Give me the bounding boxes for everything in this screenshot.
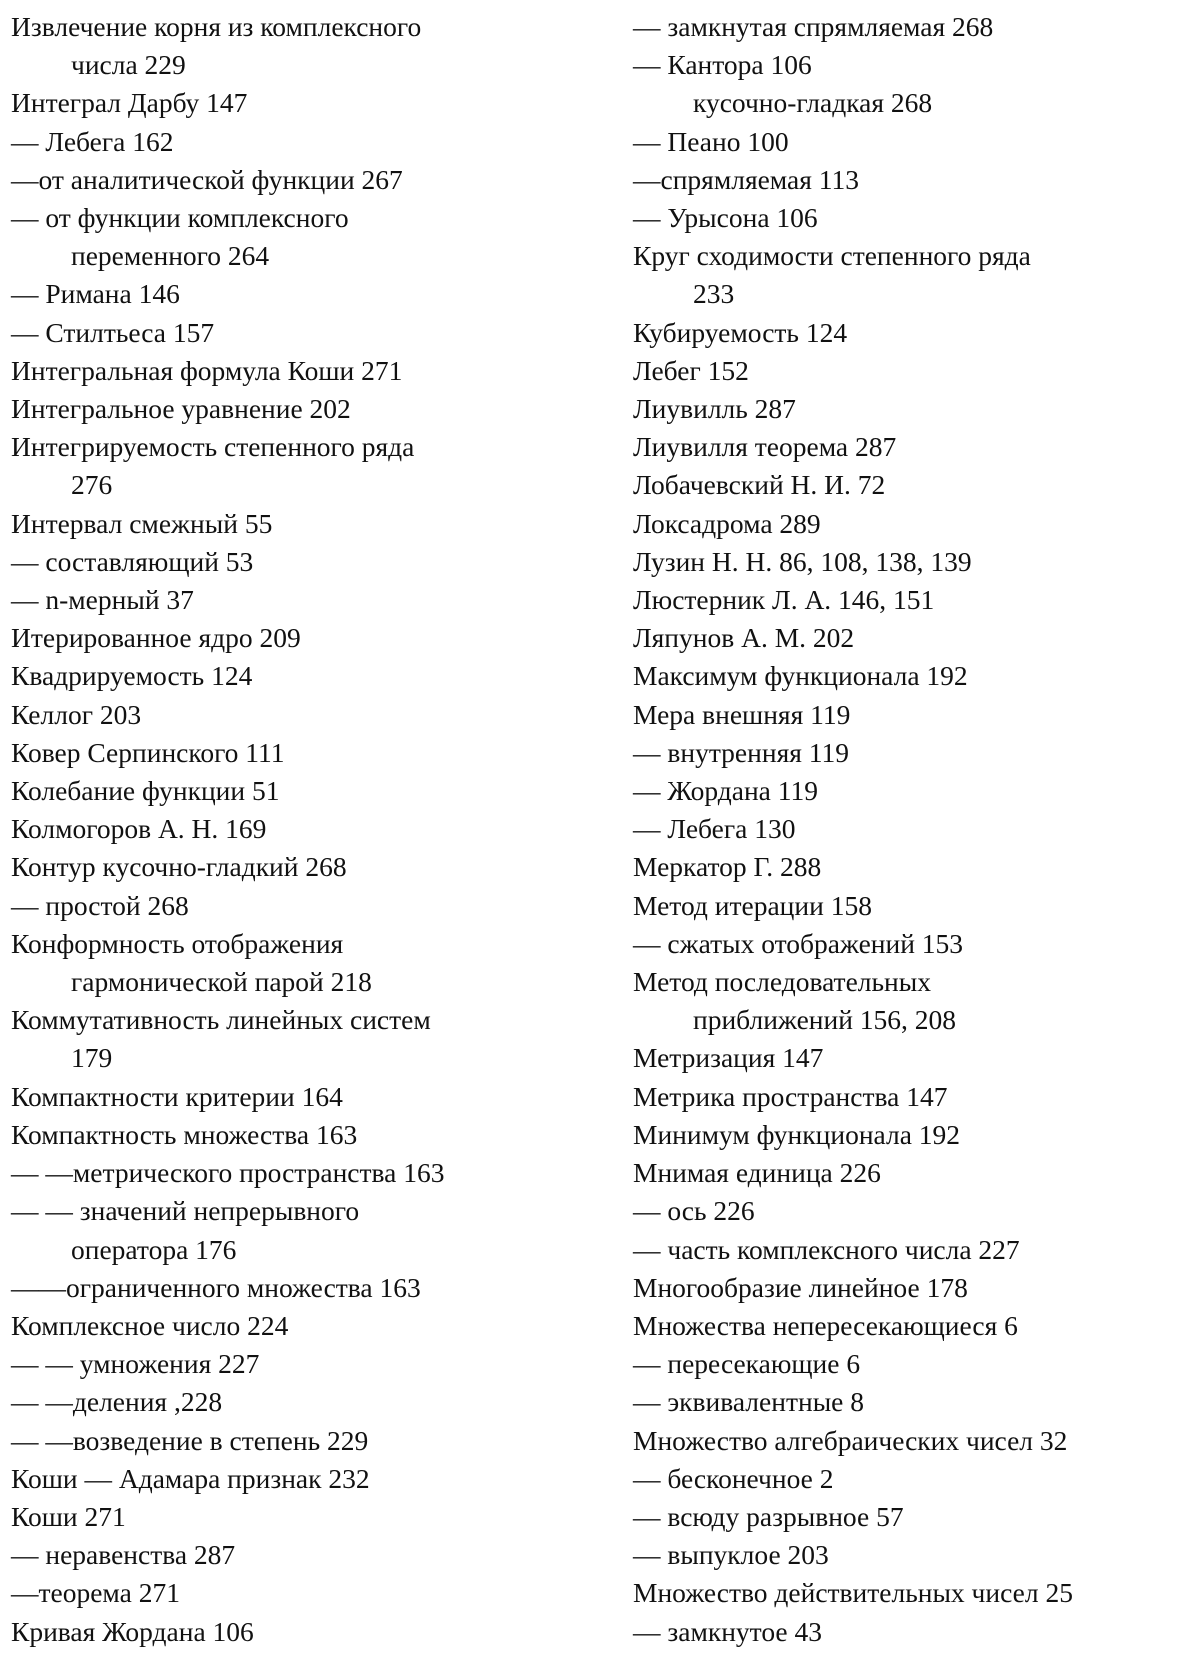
index-entry: — —возведение в степень 229 <box>11 1424 369 1456</box>
index-entry: Колебание функции 51 <box>11 775 280 807</box>
index-entry: — —деления ,228 <box>11 1386 223 1418</box>
index-entry: Мера внешняя 119 <box>633 698 851 730</box>
index-entry: Кубируемость 124 <box>633 316 848 348</box>
index-entry: — от функции комплексного <box>11 202 349 234</box>
index-entry: Кривая Жордана 106 <box>11 1615 254 1647</box>
index-entry: Люстерник Л. А. 146, 151 <box>633 584 935 616</box>
index-entry: — бесконечное 2 <box>633 1462 834 1494</box>
index-entry: —теорема 271 <box>11 1577 180 1609</box>
index-entry: Метод последовательных <box>633 966 931 998</box>
index-entry: Круг сходимости степенного ряда <box>633 240 1031 272</box>
index-entry: — Пеано 100 <box>633 125 789 157</box>
index-entry: Множество действительных чисел 25 <box>633 1577 1073 1609</box>
index-entry: Келлог 203 <box>11 698 142 730</box>
index-entry: — Лебега 162 <box>11 125 174 157</box>
index-entry: Извлечение корня из комплексного <box>11 11 422 42</box>
index-entry: Лузин Н. Н. 86, 108, 138, 139 <box>633 545 972 577</box>
index-entry: Меркатор Г. 288 <box>633 851 822 883</box>
index-entry: Конформность отображения <box>11 927 344 959</box>
index-entry: —от аналитической функции 267 <box>11 163 403 195</box>
index-entry: ——ограниченного множества 163 <box>11 1271 421 1303</box>
index-entry: Минимум функционала 192 <box>633 1118 961 1150</box>
index-entry: —спрямляемая 113 <box>633 163 859 195</box>
index-entry: Лиувилль 287 <box>633 393 796 425</box>
index-entry: Множества непересекающиеся 6 <box>633 1309 1018 1341</box>
index-entry: — внутренняя 119 <box>633 736 849 768</box>
index-entry: Коши 271 <box>11 1500 126 1532</box>
index-entry: Лиувилля теорема 287 <box>633 431 897 463</box>
index-entry: Коммутативность линейных систем <box>11 1004 431 1036</box>
index-entry: — простой 268 <box>11 889 189 921</box>
index-entry: — часть комплексного числа 227 <box>633 1233 1020 1265</box>
index-entry: — n-мерный 37 <box>11 584 194 616</box>
index-entry: — выпуклое 203 <box>633 1539 829 1571</box>
index-entry: — Урысона 106 <box>633 202 818 234</box>
index-entry: Компактность множества 163 <box>11 1118 358 1150</box>
index-entry: числа 229 <box>71 49 186 81</box>
index-entry: Итерированное ядро 209 <box>11 622 301 654</box>
index-entry: оператора 176 <box>71 1233 237 1265</box>
index-entry: — Римана 146 <box>11 278 180 310</box>
index-entry: Коши — Адамара признак 232 <box>11 1462 370 1494</box>
index-column-left <box>11 8 581 1651</box>
index-entry: — Кантора 106 <box>633 49 812 81</box>
index-entry: — всюду разрывное 57 <box>633 1500 904 1532</box>
index-entry: Интегральная формула Коши 271 <box>11 354 403 386</box>
index-entry: Ляпунов А. М. 202 <box>633 622 855 654</box>
index-entry: — — значений непрерывного <box>11 1195 360 1227</box>
index-entry: Локсадрома 289 <box>633 507 821 539</box>
index-entry: Колмогоров А. Н. 169 <box>11 813 267 845</box>
index-entry: — составляющий 53 <box>11 545 254 577</box>
index-entry: — Жордана 119 <box>633 775 818 807</box>
index-entry: приближений 156, 208 <box>693 1004 957 1036</box>
index-entry: 233 <box>693 278 735 310</box>
index-entry: — сжатых отображений 153 <box>633 927 964 959</box>
index-entry: — —метрического пространства 163 <box>11 1157 445 1189</box>
index-entry: Метрика пространства 147 <box>633 1080 948 1112</box>
index-entry: 276 <box>71 469 113 501</box>
index-entry: переменного 264 <box>71 240 270 272</box>
index-entry: Интегральное уравнение 202 <box>11 393 351 425</box>
index-entry: Метризация 147 <box>633 1042 824 1074</box>
index-entry: Лобачевский Н. И. 72 <box>633 469 886 501</box>
index-entry: Комплексное число 224 <box>11 1309 289 1341</box>
index-entry: — неравенства 287 <box>11 1539 236 1571</box>
index-entry: Максимум функционала 192 <box>633 660 968 692</box>
index-entry: — замкнутое 43 <box>633 1615 822 1647</box>
index-entry: — пересекающие 6 <box>633 1348 861 1380</box>
index-entry: — эквивалентные 8 <box>633 1386 864 1418</box>
index-entry: Лебег 152 <box>633 354 749 386</box>
index-entry: — Лебега 130 <box>633 813 796 845</box>
index-entry: гармонической парой 218 <box>71 966 372 998</box>
index-entry: 179 <box>71 1042 113 1074</box>
index-entry: кусочно-гладкая 268 <box>693 87 933 119</box>
index-entry: Мнимая единица 226 <box>633 1157 881 1189</box>
index-entry: Ковер Серпинского 111 <box>11 736 285 768</box>
index-entry: Интеграл Дарбу 147 <box>11 87 248 119</box>
index-entry: Интегрируемость степенного ряда <box>11 431 415 463</box>
index-entry: — ось 226 <box>633 1195 755 1227</box>
index-entry: — — умножения 227 <box>11 1348 260 1380</box>
index-entry: — Стилтьеса 157 <box>11 316 215 348</box>
index-column-right <box>633 8 1193 1651</box>
index-entry: Интервал смежный 55 <box>11 507 273 539</box>
index-entry: Множество алгебраических чисел 32 <box>633 1424 1068 1456</box>
index-entry: — замкнутая спрямляемая 268 <box>633 11 994 42</box>
index-entry: Квадрируемость 124 <box>11 660 253 692</box>
index-entry: Многообразие линейное 178 <box>633 1271 968 1303</box>
index-entry: Контур кусочно-гладкий 268 <box>11 851 347 883</box>
index-entry: Метод итерации 158 <box>633 889 872 921</box>
index-entry: Компактности критерии 164 <box>11 1080 343 1112</box>
